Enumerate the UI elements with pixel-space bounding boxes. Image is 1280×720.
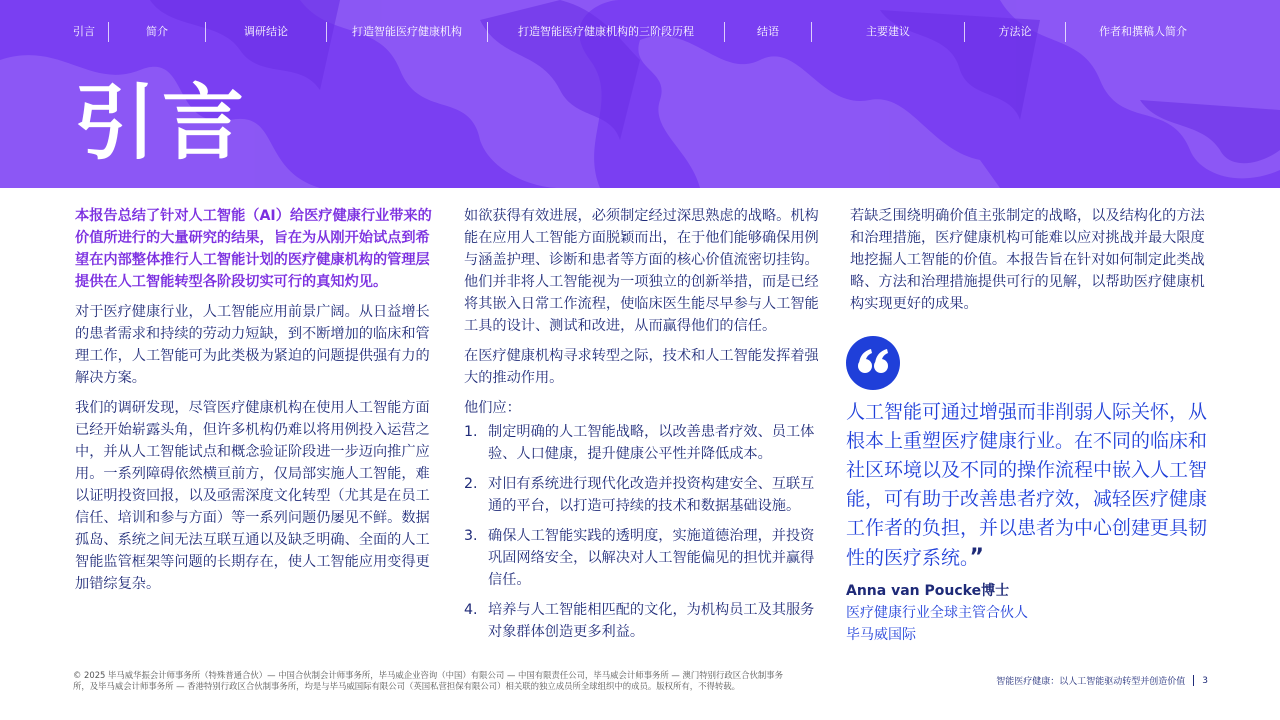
body-paragraph: 我们的调研发现，尽管医疗健康机构在使用人工智能方面已经开始崭露头角，但许多机构仍难以将用例投入运营之中，并从人工智能试点和概念验证阶段进一步迈向推广应用。一系列障碍依然横亘前方，仅局部实施人工智能，难以证明投资回报，以及亟需深度文化转型（尤其是在员工信任、培训和参与方面）等一系列问题仍屡见不鲜。数据孤岛、系统之间无法互联互通以及缺乏明确、全面的人工智能监管框架等问题的长期存在，使人工智能应用变得更加错综复杂。 [75, 400, 430, 592]
nav-item-overview[interactable]: 简介 [146, 25, 168, 38]
author-name: Anna van Poucke博士 [846, 583, 1010, 599]
column-middle [464, 205, 828, 651]
lead-paragraph: 本报告总结了针对人工智能（AI）给医疗健康行业带来的价值所进行的大量研究的结果，旨在为从刚开始试点到希望在内部整体推行人工智能计划的医疗健康机构的管理层提供在人工智能转型各阶段切实可行的真知灼见。 [75, 208, 432, 290]
page-number: 3 [1202, 675, 1208, 686]
list-item [464, 473, 828, 517]
footer-report-info [996, 674, 1208, 687]
body-paragraph: 若缺乏围绕明确价值主张制定的战略，以及结构化的方法和治理措施，医疗健康机构可能难以应对挑战并最大限度地挖掘人工智能的价值。本报告旨在针对如何制定此类战略、方法和治理措施提供可行的见解，以帮助医疗健康机构实现更好的成果。 [850, 208, 1205, 312]
list-number: 1. [464, 424, 478, 440]
nav-item-introduction[interactable]: 引言 [73, 25, 95, 38]
list-text: 确保人工智能实践的透明度，实施道德治理，并投资巩固网络安全，以解决对人工智能偏见的担忧并赢得信任。 [488, 528, 815, 588]
author-role: 医疗健康行业全球主管合伙人 [846, 605, 1028, 621]
top-navigation [60, 20, 1220, 44]
column-right [850, 205, 1210, 323]
footer-separator [1193, 675, 1194, 686]
open-quote-icon [846, 336, 900, 390]
list-item [464, 599, 828, 643]
list-text: 制定明确的人工智能战略，以改善患者疗效、员工体验、人口健康，提升健康公平性并降低成本。 [488, 424, 815, 462]
quote-text: 人工智能可通过增强而非削弱人际关怀，从根本上重塑医疗健康行业。在不同的临床和社区环境以及不同的操作流程中嵌入人工智能，可有助于改善患者疗效，减轻医疗健康工作者的负担，并以患者为中心创建更具韧性的医疗系统。 [846, 401, 1208, 569]
list-text: 对旧有系统进行现代化改造并投资构建安全、互联互通的平台，以打造可持续的技术和数据基础设施。 [488, 476, 815, 514]
body-paragraph: 对于医疗健康行业，人工智能应用前景广阔。从日益增长的患者需求和持续的劳动力短缺，到不断增加的临床和管理工作，人工智能可为此类极为紧迫的问题提供强有力的解决方案。 [75, 304, 430, 386]
close-quote-icon: ” [969, 545, 984, 570]
list-text: 培养与人工智能相匹配的文化，为机构员工及其服务对象群体创造更多利益。 [488, 602, 815, 640]
list-number: 2. [464, 476, 478, 492]
report-title: 智能医疗健康：以人工智能驱动转型并创造价值 [996, 677, 1186, 687]
nav-item-findings[interactable]: 调研结论 [244, 25, 288, 38]
body-paragraph: 在医疗健康机构寻求转型之际，技术和人工智能发挥着强大的推动作用。 [464, 348, 819, 386]
hero-banner [0, 0, 1280, 188]
body-paragraph: 如欲获得有效进展，必须制定经过深思熟虑的战略。机构能在应用人工智能方面脱颖而出，在于他们能够确保用例与涵盖护理、诊断和患者等方面的核心价值流密切挂钩。他们并非将人工智能视为一项独立的创新举措，而是已经将其嵌入日常工作流程，使临床医生能尽早参与人工智能工具的设计、测试和改进，从而赢得他们的信任。 [464, 208, 819, 334]
author-organization: 毕马威国际 [846, 627, 916, 643]
nav-item-methodology[interactable]: 方法论 [998, 25, 1032, 38]
quote-attribution [846, 580, 1028, 646]
pull-quote [846, 398, 1216, 573]
nav-item-three-stage-journey[interactable]: 打造智能医疗健康机构的三阶段历程 [518, 25, 694, 38]
list-number: 3. [464, 528, 478, 544]
list-item [464, 525, 828, 591]
legal-notice: © 2025 毕马威华振会计师事务所（特殊普通合伙）— 中国合伙制会计师事务所，毕马威企业咨询（中国）有限公司 — 中国有限责任公司，毕马威会计师事务所 — 澳门特别行政区合伙制事务所，及毕马威会计师事务所 — 香港特别行政区合伙制事务所，均是与毕马威国际有限公司（英国私营担保有限公司）相关联的独立成员所全球组织中的成员。版权所有，不得转载。 [73, 670, 783, 691]
nav-item-recommendations[interactable]: 主要建议 [866, 25, 910, 38]
list-item [464, 421, 828, 465]
column-left [75, 205, 439, 603]
nav-item-smart-org[interactable]: 打造智能医疗健康机构 [352, 25, 462, 38]
nav-item-conclusion[interactable]: 结语 [757, 25, 779, 38]
page-title: 引言 [74, 76, 251, 171]
list-number: 4. [464, 602, 478, 618]
nav-item-authors[interactable]: 作者和撰稿人简介 [1099, 25, 1187, 38]
recommendation-list [464, 421, 828, 643]
list-intro: 他们应： [464, 400, 521, 416]
